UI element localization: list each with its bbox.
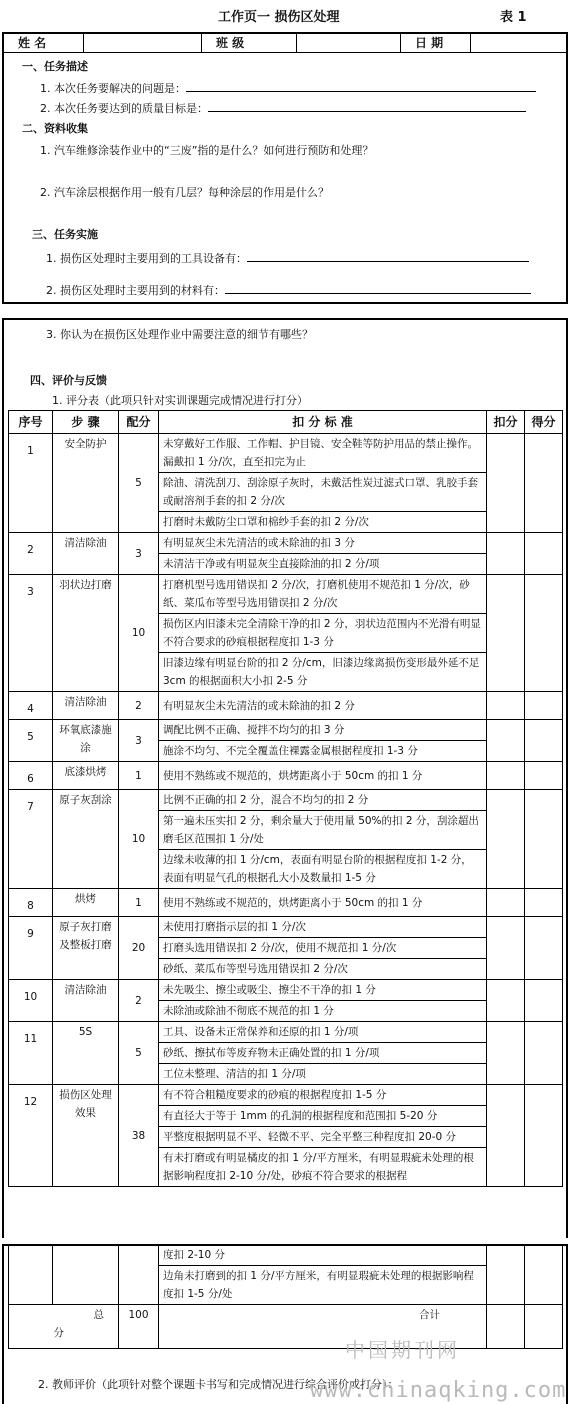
table-header-cell: 扣分 <box>487 411 525 434</box>
table-row <box>9 889 563 917</box>
row-criteria: 打磨头选用错误扣 2 分/次，使用不规范扣 1 分/次 <box>159 938 487 959</box>
row-criteria: 未清洁干净或有明显灰尘直接除油的扣 2 分/项 <box>159 554 487 575</box>
deduct-cell[interactable] <box>487 889 525 917</box>
answer-line[interactable] <box>225 283 531 294</box>
total-deduct-cell[interactable] <box>487 1305 525 1349</box>
deduct-cell[interactable] <box>487 790 525 889</box>
row-number: 5 <box>9 720 53 762</box>
row-max-score: 20 <box>119 917 159 980</box>
row-criteria: 比例不正确的扣 2 分，混合不均匀的扣 2 分 <box>159 790 487 811</box>
row-step: 清洁除油 <box>53 533 119 575</box>
section-3-heading: 三、任务实施 <box>32 228 98 241</box>
row-criteria: 使用不熟练或不规范的，烘烤距离小于 50cm 的扣 1 分 <box>159 889 487 917</box>
row-criteria: 损伤区内旧漆未完全清除干净的扣 2 分，羽状边范围内不光滑有明显不符合要求的砂痕根据程度扣 1-3 分 <box>159 614 487 653</box>
row-max-score: 1 <box>119 889 159 917</box>
class-label: 班 级 <box>202 34 297 52</box>
total-label-b: 分 <box>53 1327 64 1339</box>
sum-label: 合计 <box>159 1305 487 1349</box>
row-step: 安全防护 <box>53 434 119 533</box>
cont-criteria-1: 度扣 2-10 分 <box>159 1245 487 1266</box>
info-question-1: 1. 汽车维修涂装作业中的“三废”指的是什么？如何进行预防和处理？ <box>40 144 374 157</box>
table-number: 表 1 <box>500 10 527 25</box>
row-step: 烘烤 <box>53 889 119 917</box>
deduct-cell[interactable] <box>487 720 525 762</box>
score-cell[interactable] <box>525 1085 563 1187</box>
name-label: 姓 名 <box>4 34 84 52</box>
row-number: 2 <box>9 533 53 575</box>
row-criteria: 使用不熟练或不规范的，烘烤距离小于 50cm 的扣 1 分 <box>159 762 487 790</box>
score-cell[interactable] <box>525 980 563 1022</box>
cont-step-cell <box>53 1245 119 1305</box>
table-row <box>9 434 563 473</box>
total-score-cell[interactable] <box>525 1305 563 1349</box>
section-2-heading: 二、资料收集 <box>22 122 88 135</box>
answer-line[interactable] <box>208 101 526 112</box>
table-header-cell: 扣 分 标 准 <box>159 411 487 434</box>
row-criteria: 有明显灰尘未先清洁的或未除油的扣 3 分 <box>159 533 487 554</box>
total-label-a: 总 <box>93 1309 104 1321</box>
row-max-score: 3 <box>119 533 159 575</box>
row-max-score: 5 <box>119 434 159 533</box>
row-step: 清洁除油 <box>53 692 119 720</box>
scoring-table-continued <box>8 1244 563 1349</box>
row-step: 原子灰刮涂 <box>53 790 119 889</box>
score-cell[interactable] <box>525 1022 563 1085</box>
date-label: 日 期 <box>401 34 471 52</box>
table-row <box>9 980 563 1001</box>
score-cell[interactable] <box>525 575 563 692</box>
table-row <box>9 720 563 741</box>
score-cell[interactable] <box>525 692 563 720</box>
row-criteria: 打磨机型号选用错误扣 2 分/次，打磨机使用不规范扣 1 分/次，砂纸、菜瓜布等型号选用错误扣 2 分/次 <box>159 575 487 614</box>
row-max-score: 10 <box>119 575 159 692</box>
watermark-cn: 中国期刊网 <box>345 1338 460 1362</box>
student-info-header <box>4 34 566 53</box>
watermark-url: www.chinaqking.com <box>310 1378 567 1403</box>
row-number: 3 <box>9 575 53 692</box>
row-criteria: 第一遍未压实扣 2 分，剩余量大于使用量 50%的扣 2 分，刮涂超出磨毛区范围扣 1 分/处 <box>159 811 487 850</box>
row-criteria: 工具、设备未正常保养和还原的扣 1 分/项 <box>159 1022 487 1043</box>
row-criteria: 有明显灰尘未先清洁的或未除油的扣 2 分 <box>159 692 487 720</box>
task-question-1 <box>40 80 536 96</box>
page-title: 工作页一 损伤区处理 <box>218 10 340 25</box>
total-label-cell <box>9 1305 119 1349</box>
row-number: 12 <box>9 1085 53 1187</box>
row-criteria: 未穿戴好工作服、工作帽、护目镜、安全鞋等防护用品的禁止操作。漏戴扣 1 分/次，直至扣完为止 <box>159 434 487 473</box>
deduct-cell[interactable] <box>487 762 525 790</box>
row-step: 环氧底漆施涂 <box>53 720 119 762</box>
total-score: 100 <box>119 1305 159 1349</box>
table-header-cell: 步 骤 <box>53 411 119 434</box>
name-field[interactable] <box>84 34 202 52</box>
row-number: 4 <box>9 692 53 720</box>
row-criteria: 未使用打磨指示层的扣 1 分/次 <box>159 917 487 938</box>
deduct-cell[interactable] <box>487 917 525 980</box>
row-max-score: 10 <box>119 790 159 889</box>
section-4-heading: 四、评价与反馈 <box>30 374 107 387</box>
scoring-table-caption: 1. 评分表（此项只针对实训课题完成情况进行打分） <box>52 394 308 407</box>
row-step: 损伤区处理效果 <box>53 1085 119 1187</box>
table-header-cell: 得分 <box>525 411 563 434</box>
table-row <box>9 692 563 720</box>
row-criteria: 未除油或除油不彻底不规范的扣 1 分 <box>159 1001 487 1022</box>
row-number: 11 <box>9 1022 53 1085</box>
deduct-cell[interactable] <box>487 1245 525 1305</box>
table-row <box>9 1022 563 1043</box>
row-criteria: 平整度根据明显不平、轻微不平、完全平整三种程度扣 20-0 分 <box>159 1127 487 1148</box>
implement-question-2 <box>46 282 531 298</box>
row-step: 清洁除油 <box>53 980 119 1022</box>
row-number: 7 <box>9 790 53 889</box>
task-question-2-text: 2. 本次任务要达到的质量目标是： <box>40 102 208 115</box>
row-criteria: 旧漆边缘有明显台阶的扣 2 分/cm，旧漆边缘离损伤变形最外延不足 3cm 的根据面积大小扣 2-5 分 <box>159 653 487 692</box>
answer-line[interactable] <box>247 251 529 262</box>
deduct-cell[interactable] <box>487 533 525 575</box>
deduct-cell[interactable] <box>487 1085 525 1187</box>
row-number: 8 <box>9 889 53 917</box>
table-row <box>9 762 563 790</box>
section-1-heading: 一、任务描述 <box>22 60 88 73</box>
deduct-cell[interactable] <box>487 434 525 533</box>
task-question-2 <box>40 100 526 116</box>
row-step: 羽状边打磨 <box>53 575 119 692</box>
score-cell[interactable] <box>525 533 563 575</box>
class-field[interactable] <box>297 34 401 52</box>
row-criteria: 边缘未收薄的扣 1 分/cm，表面有明显台阶的根据程度扣 1-2 分，表面有明显气孔的根据孔大小及数量扣 1-5 分 <box>159 850 487 889</box>
row-max-score: 1 <box>119 762 159 790</box>
score-cell[interactable] <box>525 790 563 889</box>
deduct-cell[interactable] <box>487 1022 525 1085</box>
score-cell[interactable] <box>525 434 563 533</box>
row-number: 1 <box>9 434 53 533</box>
row-max-score: 5 <box>119 1022 159 1085</box>
row-criteria: 未先吸尘、擦尘或吸尘、擦尘不干净的扣 1 分 <box>159 980 487 1001</box>
table-row <box>9 790 563 811</box>
row-number: 9 <box>9 917 53 980</box>
table-row <box>9 575 563 614</box>
score-cell[interactable] <box>525 917 563 980</box>
cont-no-cell <box>9 1245 53 1305</box>
row-max-score: 2 <box>119 980 159 1022</box>
cont-score-cell <box>119 1245 159 1305</box>
row-number: 10 <box>9 980 53 1022</box>
row-number: 6 <box>9 762 53 790</box>
row-max-score: 38 <box>119 1085 159 1187</box>
row-max-score: 3 <box>119 720 159 762</box>
deduct-cell[interactable] <box>487 575 525 692</box>
row-criteria: 调配比例不正确、搅拌不均匀的扣 3 分 <box>159 720 487 741</box>
task-section-box <box>2 32 568 304</box>
table-row <box>9 1085 563 1106</box>
score-cell[interactable] <box>525 720 563 762</box>
table-row <box>9 533 563 554</box>
table-row <box>9 917 563 938</box>
info-question-2: 2. 汽车涂层根据作用一般有几层？每种涂层的作用是什么？ <box>40 186 329 199</box>
row-criteria: 施涂不均匀、不完全覆盖住裸露金属根据程度扣 1-3 分 <box>159 741 487 762</box>
score-cell[interactable] <box>525 889 563 917</box>
implement-question-2-text: 2. 损伤区处理时主要用到的材料有： <box>46 284 225 297</box>
row-criteria: 砂纸、擦拭布等废弃物未正确处置的扣 1 分/项 <box>159 1043 487 1064</box>
table-header-cell: 序号 <box>9 411 53 434</box>
row-criteria: 有不符合粗糙度要求的砂痕的根据程度扣 1-5 分 <box>159 1085 487 1106</box>
row-step: 5S <box>53 1022 119 1085</box>
cont-criteria-2: 边角未打磨到的扣 1 分/平方厘米，有明显瑕疵未处理的根据影响程度扣 1-5 分/处 <box>159 1266 487 1305</box>
row-criteria: 砂纸、菜瓜布等型号选用错误扣 2 分/次 <box>159 959 487 980</box>
score-cell[interactable] <box>525 1245 563 1305</box>
deduct-cell[interactable] <box>487 980 525 1022</box>
row-step: 底漆烘烤 <box>53 762 119 790</box>
implement-question-3: 3. 你认为在损伤区处理作业中需要注意的细节有哪些？ <box>46 328 313 341</box>
row-criteria: 除油、清洗刮刀、刮涂原子灰时，未戴活性炭过滤式口罩、乳胶手套或耐溶剂手套的扣 2 分/次 <box>159 473 487 512</box>
implement-question-1-text: 1. 损伤区处理时主要用到的工具设备有： <box>46 252 247 265</box>
row-criteria: 有未打磨或有明显橘皮的扣 1 分/平方厘米，有明显瑕疵未处理的根据影响程度扣 2-10 分/处，砂痕不符合要求的根据程 <box>159 1148 487 1187</box>
answer-line[interactable] <box>186 81 536 92</box>
row-criteria: 有直径大于等于 1mm 的孔洞的根据程度和范围扣 5-20 分 <box>159 1106 487 1127</box>
deduct-cell[interactable] <box>487 692 525 720</box>
row-criteria: 打磨时未戴防尘口罩和棉纱手套的扣 2 分/次 <box>159 512 487 533</box>
score-cell[interactable] <box>525 762 563 790</box>
row-criteria: 工位未整理、清洁的扣 1 分/项 <box>159 1064 487 1085</box>
date-field[interactable] <box>471 34 566 52</box>
task-question-1-text: 1. 本次任务要解决的问题是： <box>40 82 186 95</box>
row-max-score: 2 <box>119 692 159 720</box>
teacher-evaluation-label: 2. 教师评价（此项针对整个课题卡书写和完成情况进行综合评价或打分）： <box>38 1378 399 1391</box>
table-header-cell: 配分 <box>119 411 159 434</box>
page-title-bar <box>0 6 572 26</box>
scoring-table <box>8 410 563 1187</box>
row-step: 原子灰打磨及整板打磨 <box>53 917 119 980</box>
implement-question-1 <box>46 250 529 266</box>
